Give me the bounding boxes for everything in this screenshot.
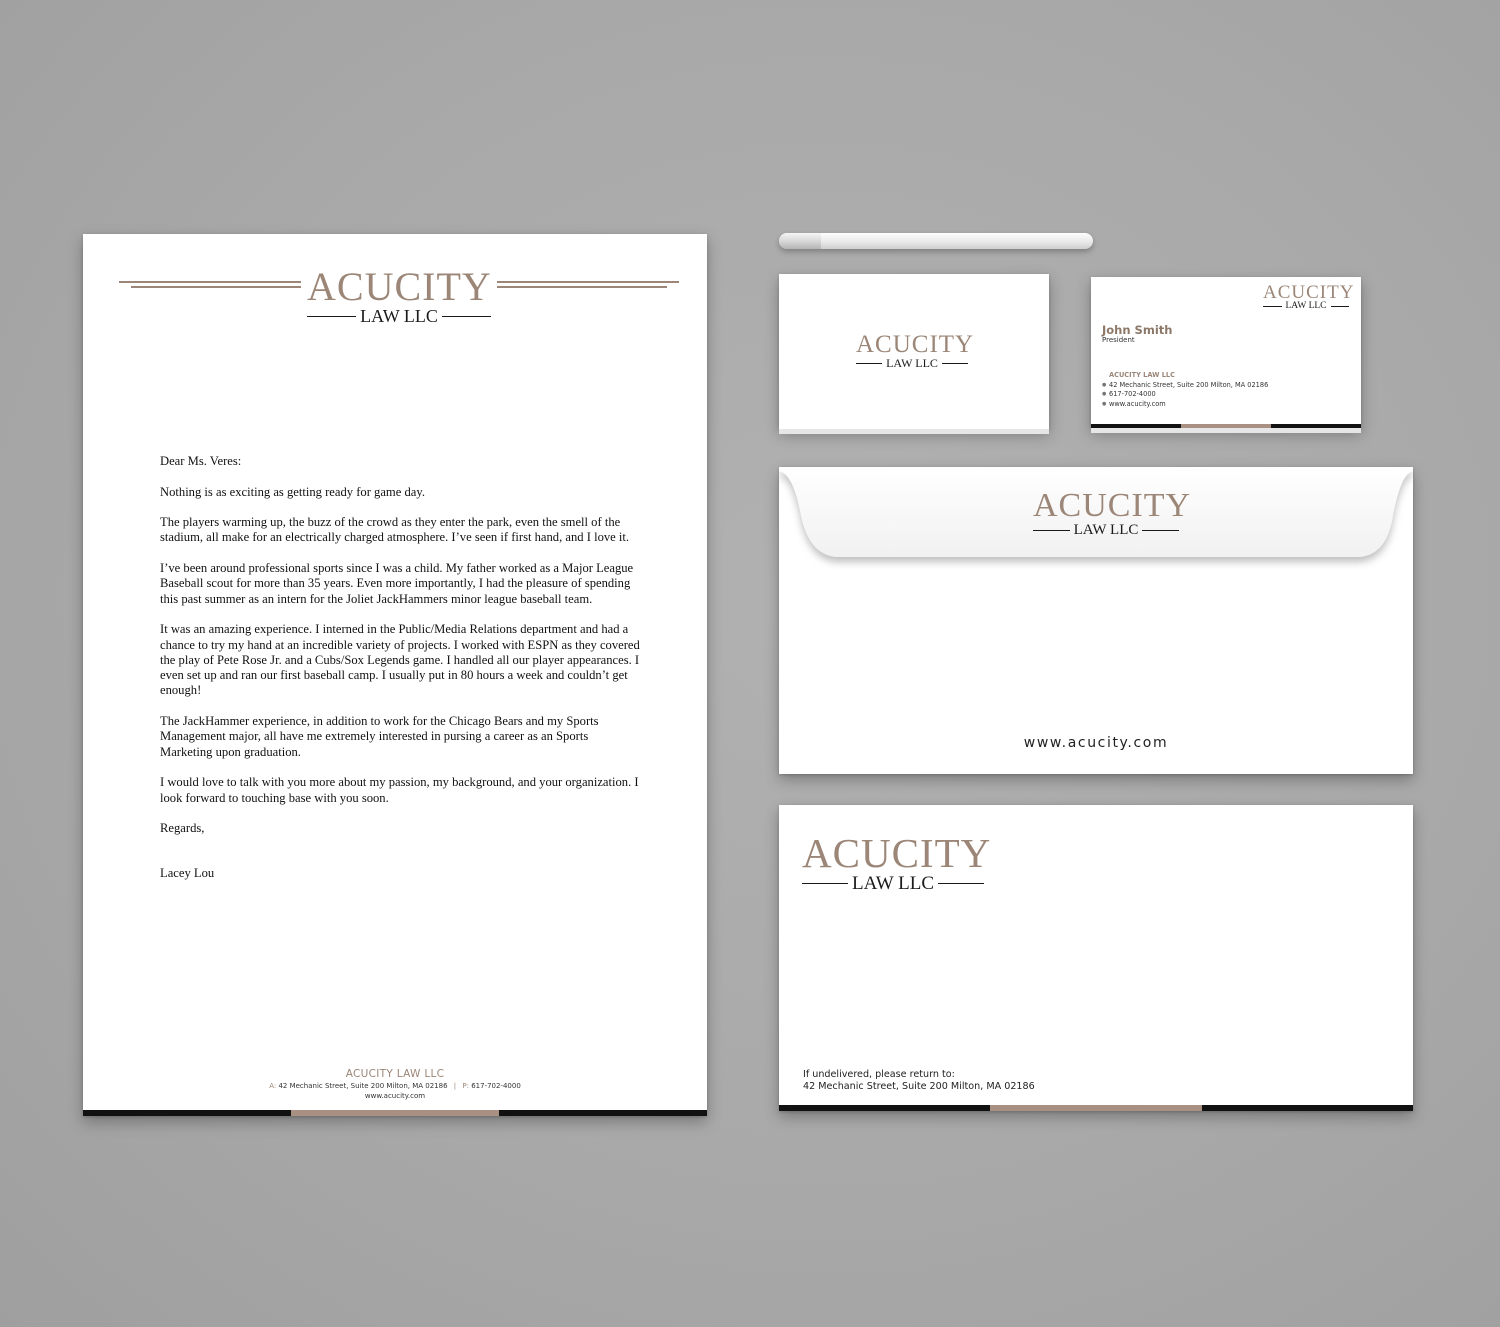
logo-subline: LAW LLC: [851, 873, 935, 894]
logo-wordmark: ACUCITY: [307, 264, 492, 309]
footer-address-tag: A:: [269, 1082, 277, 1090]
business-card-back: [1091, 277, 1361, 428]
card-website: www.acucity.com: [1109, 399, 1166, 408]
letter-paragraph: Nothing is as exciting as getting ready for game day.: [160, 484, 425, 499]
card-contact-block: [1102, 371, 1268, 409]
envelope-website: www.acucity.com: [1023, 735, 1169, 751]
card-person-title: President: [1102, 336, 1135, 344]
card-address: 42 Mechanic Street, Suite 200 Milton, MA 02186: [1109, 380, 1269, 389]
card-front-logo: [856, 331, 975, 370]
logo-subline: LAW LLC: [360, 306, 438, 326]
footer-phone-tag: P:: [462, 1082, 469, 1090]
envelope-flap-logo: [1033, 487, 1192, 538]
letter-paragraph: I’ve been around professional sports since I was a child. My father worked as a Major League Baseball scout for more than 35 years. Even more importantly, I had the pleasure of spending this past summer as an intern for the Joliet JackHammers minor league baseball team.: [160, 561, 634, 606]
logo-wordmark: ACUCITY: [1263, 282, 1355, 303]
letterhead-footer: [83, 1068, 707, 1100]
card-back-logo: [1263, 282, 1355, 312]
logo-subline: LAW LLC: [1285, 301, 1327, 311]
logo-subline: LAW LLC: [886, 356, 938, 370]
letter-salutation: Dear Ms. Veres:: [160, 454, 242, 468]
card-stack-edge: [1091, 428, 1361, 433]
letter-signature: Lacey Lou: [160, 866, 215, 881]
letter-body: [160, 454, 642, 897]
logo-wordmark: ACUCITY: [802, 830, 992, 876]
envelope-bottom-stripe: [779, 1105, 1413, 1111]
footer-website: www.acucity.com: [364, 1092, 426, 1100]
card-person-name: John Smith: [1102, 323, 1173, 337]
letterhead-logo: [307, 264, 492, 326]
letter-closing: Regards,: [160, 821, 205, 836]
header-decor-lines-right: [497, 281, 679, 293]
letter-paragraph: It was an amazing experience. I interned in the Public/Media Relations department and had a chance to try my hand at an incredible variety of projects. I worked with ESPN as they covered the play of Pete Rose Jr. and a Cubs/Sox Legends game. I handled all our player appearances. I even set up and ran our first baseball camp. I usually put in 80 hours a week and couldn’t get enough!: [160, 622, 640, 698]
logo-wordmark: ACUCITY: [1033, 487, 1192, 524]
letter-paragraph: I would love to talk with you more about my passion, my background, and your organization. I look forward to touching base with you soon.: [160, 775, 639, 805]
return-line-2: 42 Mechanic Street, Suite 200 Milton, MA 02186: [803, 1080, 1035, 1092]
footer-separator: |: [453, 1082, 457, 1090]
footer-company: ACUCITY LAW LLC: [345, 1068, 445, 1080]
logo-subline: LAW LLC: [1073, 522, 1139, 538]
map-pin-icon: ●: [1102, 381, 1107, 388]
letterhead-bottom-stripe: [83, 1110, 707, 1116]
pen: [779, 233, 1093, 249]
envelope-return-address: [803, 1069, 1035, 1092]
logo-wordmark: ACUCITY: [856, 331, 975, 358]
header-decor-lines-left: [119, 281, 301, 293]
globe-icon: ●: [1102, 400, 1107, 407]
letter-paragraph: The players warming up, the buzz of the crowd as they enter the park, even the smell of the stadium, all make for an electrically charged atmosphere. I’ve seen if first hand, and I love it.: [160, 515, 630, 545]
footer-address: 42 Mechanic Street, Suite 200 Milton, MA 02186: [278, 1082, 448, 1090]
pen-cap: [779, 233, 821, 249]
envelope-front: [779, 805, 1413, 1111]
envelope-front-logo: [802, 830, 992, 894]
return-line-1: If undelivered, please return to:: [803, 1069, 955, 1080]
letterhead-sheet: [83, 234, 707, 1116]
card-stack-edge: [779, 429, 1049, 434]
card-company: ACUCITY LAW LLC: [1109, 371, 1175, 379]
envelope-back: [779, 467, 1413, 774]
phone-icon: ●: [1102, 391, 1107, 397]
business-card-front: [779, 274, 1049, 429]
card-phone: 617-702-4000: [1109, 390, 1156, 398]
footer-phone: 617-702-4000: [471, 1082, 521, 1090]
letter-paragraph: The JackHammer experience, in addition to work for the Chicago Bears and my Sports Management major, all have me extremely interested in pursing a career as an Sports Marketing upon graduation.: [160, 714, 599, 759]
